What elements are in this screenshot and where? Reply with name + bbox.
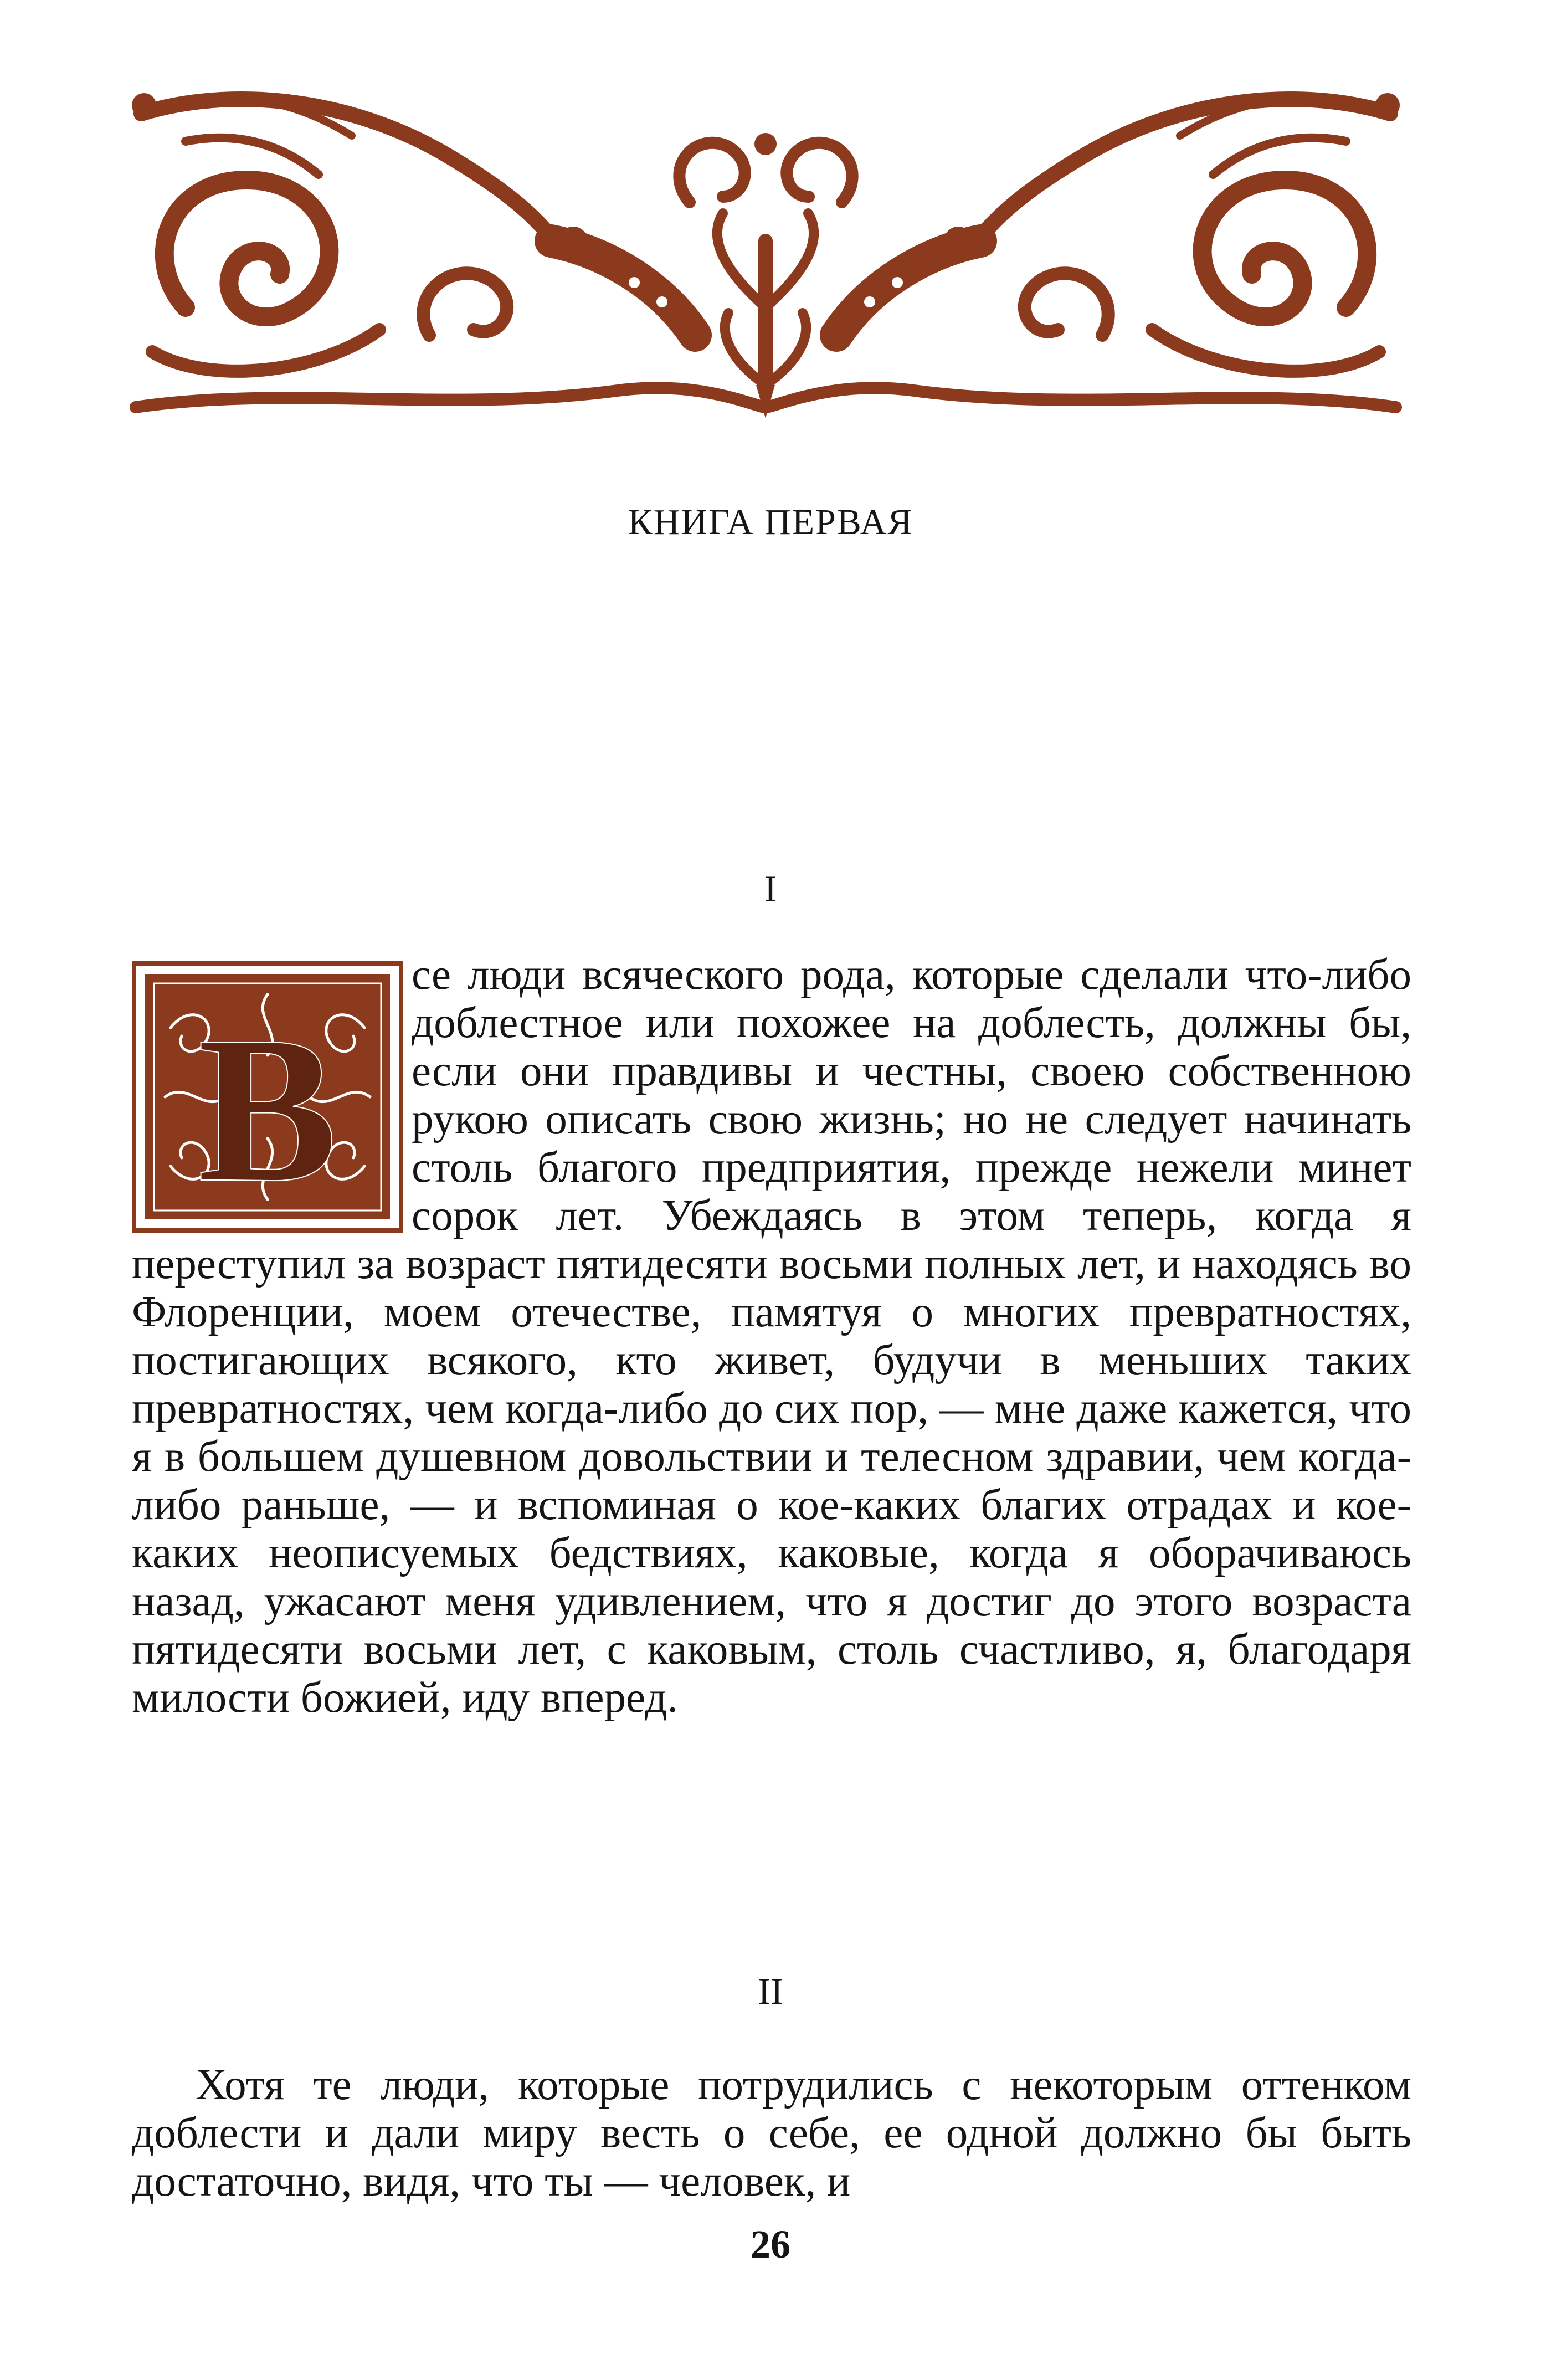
chapter-2-text: Хотя те люди, которые потрудились с некоторым оттенком доблести и дали миру весть о себе, ее одной должно бы быть достаточно, видя, что ты — человек, и (132, 2061, 1411, 2205)
drop-cap-glyph: В (197, 993, 338, 1226)
chapter-number-1: I (764, 868, 777, 910)
chapter-1-text (132, 951, 1411, 1722)
chapter-1-body: се люди всяческого рода, которые сделали что-либо доблестное или похожее на доблесть, должны бы, если они правдивы и честны, своею собственною рукою описать свою жизнь; но не следует начинать столь благого предприятия, прежде нежели минет сорок лет. Убеждаясь в этом теперь, когда я переступил за возраст пятидесяти восьми полных лет, и находясь во Флоренции, моем отечестве, памятуя о многих превратностях, постигающих всякого, кто живет, будучи в меньших таких превратностях, чем когда-либо до сих пор, — мне даже кажется, что я в большем душевном довольствии и телесном здравии, чем когда-либо раньше, — и вспоминая о кое-каких благих отрадах и кое-каких неописуемых бедствиях, каковые, когда я оборачиваюсь назад, ужасают меня удивлением, что я достиг до этого возраста пятидесяти восьми лет, с каковым, столь счастливо, я, благодаря милости божией, иду вперед. (132, 951, 1411, 1722)
headpiece-ornament-icon (119, 75, 1412, 429)
drop-cap-space (132, 951, 412, 1239)
chapter-number-2: II (758, 1970, 783, 2012)
book-title: КНИГА ПЕРВАЯ (628, 502, 913, 542)
page-number: 26 (751, 2222, 790, 2266)
